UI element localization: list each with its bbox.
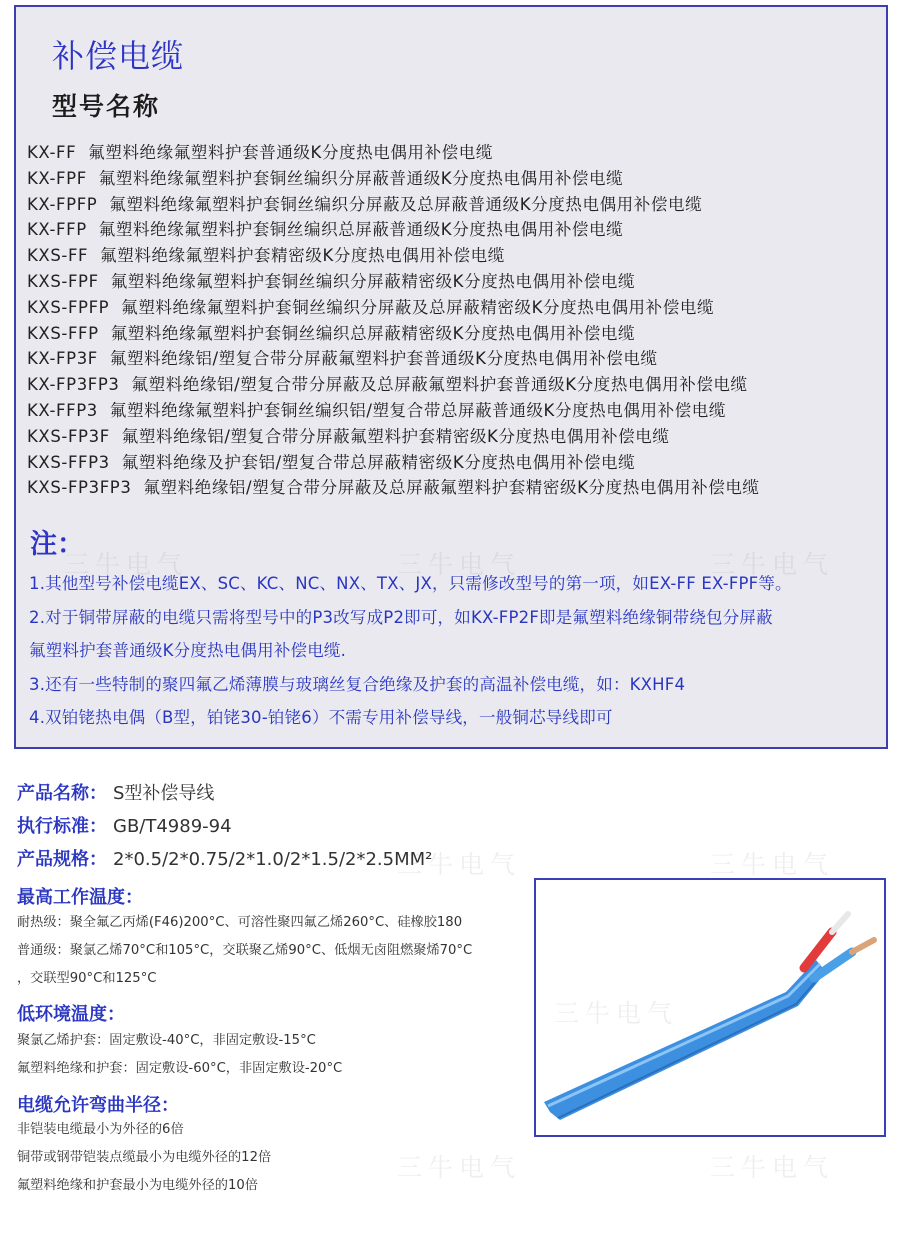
model-code: KXS-FFP3 (27, 452, 110, 472)
model-list (27, 140, 887, 501)
model-code: KX-FF (27, 143, 77, 162)
note-list (29, 567, 887, 735)
model-desc: 氟塑料绝缘氟塑料护套精密级K分度热电偶用补偿电缆 (100, 246, 505, 266)
product-standard-value: GB/T4989-94 (113, 816, 232, 837)
model-code: KX-FP3F (27, 349, 98, 369)
product-standard-label: 执行标准： (17, 816, 107, 837)
model-code: KX-FFP3 (27, 400, 98, 420)
panel-title: 补偿电缆 (52, 37, 185, 75)
note-line: 2.对于铜带屏蔽的电缆只需将型号中的P3改写成P2即可，如KX-FP2F即是氟塑料绝缘铜带绕包分屏蔽 (29, 607, 773, 627)
max-temp-title: 最高工作温度： (17, 887, 143, 908)
model-desc: 氟塑料绝缘铝/塑复合带分屏蔽及总屏蔽氟塑料护套普通级K分度热电偶用补偿电缆 (131, 375, 748, 395)
model-desc: 氟塑料绝缘铝/塑复合带分屏蔽氟塑料护套普通级K分度热电偶用补偿电缆 (109, 349, 658, 369)
note-title: 注： (30, 529, 84, 560)
model-row (27, 192, 887, 218)
model-desc: 氟塑料绝缘及护套铝/塑复合带总屏蔽精密级K分度热电偶用补偿电缆 (121, 452, 636, 472)
model-row (27, 140, 887, 166)
model-desc: 氟塑料绝缘铝/塑复合带分屏蔽及总屏蔽氟塑料护套精密级K分度热电偶用补偿电缆 (143, 478, 760, 498)
watermark: 三牛电气 (397, 850, 522, 879)
max-temp-line: 普通级：聚氯乙烯70°C和105°C，交联聚乙烯90°C、低烟无卤阻燃聚烯70°C (17, 943, 473, 958)
cable-jacket (544, 960, 826, 1120)
model-row (27, 166, 887, 192)
product-size (17, 845, 432, 871)
watermark: 三牛电气 (397, 1153, 522, 1182)
model-code: KX-FPFP (27, 194, 98, 214)
watermark: 三牛电气 (710, 1153, 835, 1182)
panel-subtitle: 型号名称 (52, 92, 161, 121)
model-row (27, 217, 887, 243)
note-line: 4.双铂铑热电偶（B型，铂铑30-铂铑6）不需专用补偿导线，一般铜芯导线即可 (29, 708, 613, 728)
low-temp-title: 低环境温度： (17, 1004, 125, 1025)
model-code: KXS-FF (27, 246, 89, 266)
blue-wire-conductor (852, 940, 874, 952)
model-code: KX-FPF (27, 168, 87, 188)
model-desc: 氟塑料绝缘铝/塑复合带分屏蔽氟塑料护套精密级K分度热电偶用补偿电缆 (121, 426, 670, 446)
watermark: 三牛电气 (710, 850, 835, 879)
note-line: 氟塑料护套普通级K分度热电偶用补偿电缆. (29, 641, 347, 661)
model-code: KX-FFP (27, 220, 87, 240)
model-row (27, 398, 887, 424)
model-desc: 氟塑料绝缘氟塑料护套铜丝编织铝/塑复合带总屏蔽普通级K分度热电偶用补偿电缆 (109, 400, 726, 420)
model-desc: 氟塑料绝缘氟塑料护套铜丝编织分屏蔽精密级K分度热电偶用补偿电缆 (110, 271, 636, 291)
model-row (27, 321, 887, 347)
low-temp-line: 聚氯乙烯护套：固定敷设-40°C，非固定敷设-15°C (17, 1033, 316, 1048)
product-name (17, 779, 214, 805)
model-row (27, 424, 887, 450)
model-row (27, 243, 887, 269)
model-code: KXS-FP3F (27, 426, 110, 446)
product-photo (534, 878, 886, 1137)
max-temp-line: ，交联型90°C和125°C (17, 971, 157, 986)
red-wire-conductor (832, 914, 848, 932)
model-desc: 氟塑料绝缘氟塑料护套普通级K分度热电偶用补偿电缆 (88, 143, 493, 162)
model-panel (14, 5, 888, 749)
model-code: KX-FP3FP3 (27, 375, 120, 395)
bend-title: 电缆允许弯曲半径： (17, 1095, 179, 1116)
max-temp-line: 耐热级：聚全氟乙丙烯(F46)200°C、可溶性聚四氟乙烯260°C、硅橡胶180 (17, 915, 463, 930)
bend-line: 氟塑料绝缘和护套最小为电缆外径的10倍 (17, 1178, 258, 1193)
model-code: KXS-FFP (27, 323, 99, 343)
model-desc: 氟塑料绝缘氟塑料护套铜丝编织分屏蔽及总屏蔽普通级K分度热电偶用补偿电缆 (109, 194, 703, 214)
model-row (27, 295, 887, 321)
product-size-label: 产品规格： (17, 849, 107, 870)
note-line: 3.还有一些特制的聚四氟乙烯薄膜与玻璃丝复合绝缘及护套的高温补偿电缆，如：KXHF4 (29, 674, 686, 694)
product-standard (17, 812, 232, 838)
product-name-value: S型补偿导线 (113, 783, 215, 804)
model-row (27, 269, 887, 295)
product-name-label: 产品名称： (17, 783, 107, 804)
product-size-value: 2*0.5/2*0.75/2*1.0/2*1.5/2*2.5MM² (113, 849, 433, 870)
model-code: KXS-FPF (27, 271, 99, 291)
model-desc: 氟塑料绝缘氟塑料护套铜丝编织分屏蔽普通级K分度热电偶用补偿电缆 (98, 168, 624, 188)
model-row (27, 450, 887, 476)
cable-illustration (536, 880, 884, 1135)
note-line: 1.其他型号补偿电缆EX、SC、KC、NC、NX、TX、JX，只需修改型号的第一项，如EX-FF EX-FPF等。 (29, 574, 792, 593)
bend-line: 非铠装电缆最小为外径的6倍 (17, 1122, 184, 1137)
model-desc: 氟塑料绝缘氟塑料护套铜丝编织总屏蔽精密级K分度热电偶用补偿电缆 (110, 323, 636, 343)
model-code: KXS-FP3FP3 (27, 478, 132, 498)
model-desc: 氟塑料绝缘氟塑料护套铜丝编织分屏蔽及总屏蔽精密级K分度热电偶用补偿电缆 (121, 297, 715, 317)
low-temp-line: 氟塑料绝缘和护套：固定敷设-60°C，非固定敷设-20°C (17, 1061, 343, 1076)
model-desc: 氟塑料绝缘氟塑料护套铜丝编织总屏蔽普通级K分度热电偶用补偿电缆 (98, 220, 624, 240)
model-code: KXS-FPFP (27, 297, 110, 317)
model-row (27, 372, 887, 398)
model-row (27, 475, 887, 501)
model-row (27, 346, 887, 372)
bend-line: 铜带或钢带铠装点缆最小为电缆外径的12倍 (17, 1150, 272, 1165)
